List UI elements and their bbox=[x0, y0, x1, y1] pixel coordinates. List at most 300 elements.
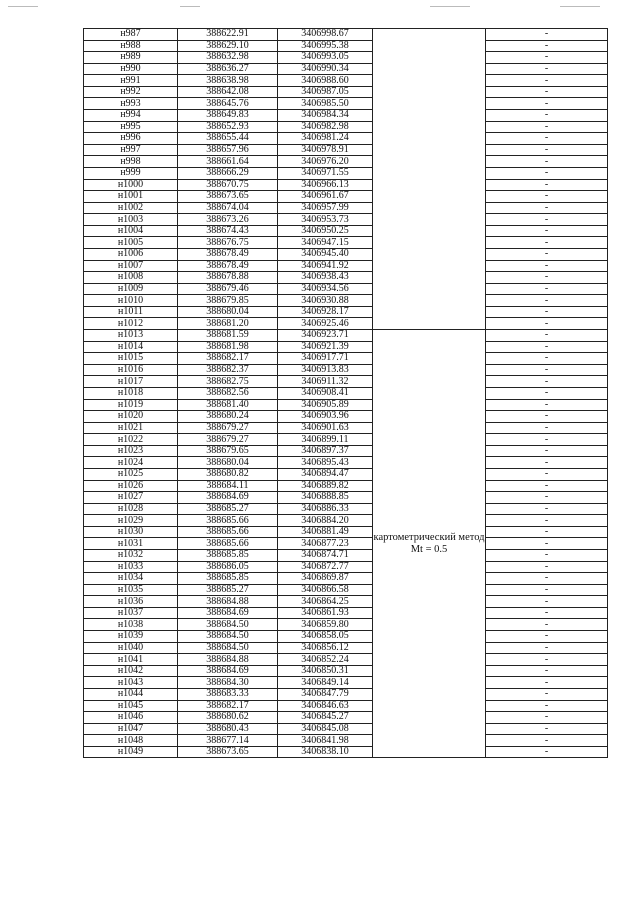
table-row bbox=[84, 225, 608, 237]
dash-cell: - bbox=[486, 86, 608, 98]
coord-x-cell: 388684.69 bbox=[178, 607, 278, 619]
table-row bbox=[84, 607, 608, 619]
point-name-cell: н1018 bbox=[84, 387, 178, 399]
point-name-cell: н1026 bbox=[84, 480, 178, 492]
table-row bbox=[84, 376, 608, 388]
coord-x-cell: 388673.65 bbox=[178, 746, 278, 758]
coord-x-cell: 388673.26 bbox=[178, 214, 278, 226]
point-name-cell: н1012 bbox=[84, 318, 178, 330]
table-row bbox=[84, 167, 608, 179]
coord-y-cell: 3406930.88 bbox=[278, 295, 373, 307]
table-row bbox=[84, 110, 608, 122]
coord-y-cell: 3406858.05 bbox=[278, 631, 373, 643]
coord-x-cell: 388680.82 bbox=[178, 468, 278, 480]
coord-x-cell: 388622.91 bbox=[178, 29, 278, 41]
coord-y-cell: 3406941.92 bbox=[278, 260, 373, 272]
coord-y-cell: 3406938.43 bbox=[278, 272, 373, 284]
point-name-cell: н1031 bbox=[84, 538, 178, 550]
table-row bbox=[84, 191, 608, 203]
table-row bbox=[84, 515, 608, 527]
coord-y-cell: 3406947.15 bbox=[278, 237, 373, 249]
point-name-cell: н1008 bbox=[84, 272, 178, 284]
point-name-cell: н1045 bbox=[84, 700, 178, 712]
coord-x-cell: 388682.75 bbox=[178, 376, 278, 388]
table-row bbox=[84, 272, 608, 284]
coord-x-cell: 388684.69 bbox=[178, 665, 278, 677]
coord-y-cell: 3406985.50 bbox=[278, 98, 373, 110]
coord-x-cell: 388636.27 bbox=[178, 63, 278, 75]
coord-x-cell: 388632.98 bbox=[178, 52, 278, 64]
dash-cell: - bbox=[486, 237, 608, 249]
dash-cell: - bbox=[486, 191, 608, 203]
table-row bbox=[84, 202, 608, 214]
coord-x-cell: 388678.49 bbox=[178, 260, 278, 272]
table-row bbox=[84, 665, 608, 677]
coord-x-cell: 388670.75 bbox=[178, 179, 278, 191]
coordinates-table bbox=[83, 28, 608, 758]
point-name-cell: н991 bbox=[84, 75, 178, 87]
table-row bbox=[84, 306, 608, 318]
coord-y-cell: 3406897.37 bbox=[278, 445, 373, 457]
table-row bbox=[84, 688, 608, 700]
point-name-cell: н1032 bbox=[84, 550, 178, 562]
coord-y-cell: 3406913.83 bbox=[278, 364, 373, 376]
coord-y-cell: 3406966.13 bbox=[278, 179, 373, 191]
coord-y-cell: 3406957.99 bbox=[278, 202, 373, 214]
dash-cell: - bbox=[486, 596, 608, 608]
table-row bbox=[84, 503, 608, 515]
coord-y-cell: 3406846.63 bbox=[278, 700, 373, 712]
dash-cell: - bbox=[486, 341, 608, 353]
dash-cell: - bbox=[486, 607, 608, 619]
coord-y-cell: 3406971.55 bbox=[278, 167, 373, 179]
point-name-cell: н1021 bbox=[84, 422, 178, 434]
table-row bbox=[84, 480, 608, 492]
coord-y-cell: 3406864.25 bbox=[278, 596, 373, 608]
coord-x-cell: 388682.37 bbox=[178, 364, 278, 376]
dash-cell: - bbox=[486, 144, 608, 156]
table-row bbox=[84, 619, 608, 631]
coord-x-cell: 388685.85 bbox=[178, 550, 278, 562]
coord-x-cell: 388680.04 bbox=[178, 306, 278, 318]
coord-x-cell: 388680.43 bbox=[178, 723, 278, 735]
coord-x-cell: 388686.05 bbox=[178, 561, 278, 573]
table-row bbox=[84, 40, 608, 52]
coord-x-cell: 388680.24 bbox=[178, 411, 278, 423]
dash-cell: - bbox=[486, 121, 608, 133]
coord-y-cell: 3406845.27 bbox=[278, 712, 373, 724]
point-name-cell: н988 bbox=[84, 40, 178, 52]
coord-y-cell: 3406884.20 bbox=[278, 515, 373, 527]
point-name-cell: н1011 bbox=[84, 306, 178, 318]
point-name-cell: н1010 bbox=[84, 295, 178, 307]
point-name-cell: н1041 bbox=[84, 654, 178, 666]
table-row bbox=[84, 179, 608, 191]
coord-x-cell: 388681.40 bbox=[178, 399, 278, 411]
dash-cell: - bbox=[486, 306, 608, 318]
point-name-cell: н998 bbox=[84, 156, 178, 168]
coord-x-cell: 388674.43 bbox=[178, 225, 278, 237]
point-name-cell: н1004 bbox=[84, 225, 178, 237]
point-name-cell: н1019 bbox=[84, 399, 178, 411]
method-cell-upper bbox=[373, 29, 486, 330]
point-name-cell: н1033 bbox=[84, 561, 178, 573]
coord-y-cell: 3406921.39 bbox=[278, 341, 373, 353]
point-name-cell: н1020 bbox=[84, 411, 178, 423]
coordinates-table-body bbox=[84, 29, 608, 758]
point-name-cell: н1014 bbox=[84, 341, 178, 353]
point-name-cell: н1042 bbox=[84, 665, 178, 677]
dash-cell: - bbox=[486, 272, 608, 284]
coord-y-cell: 3406889.82 bbox=[278, 480, 373, 492]
coord-x-cell: 388685.85 bbox=[178, 573, 278, 585]
coord-y-cell: 3406925.46 bbox=[278, 318, 373, 330]
dash-cell: - bbox=[486, 110, 608, 122]
coord-y-cell: 3406934.56 bbox=[278, 283, 373, 295]
dash-cell: - bbox=[486, 468, 608, 480]
coord-x-cell: 388676.75 bbox=[178, 237, 278, 249]
dash-cell: - bbox=[486, 387, 608, 399]
coord-y-cell: 3406866.58 bbox=[278, 584, 373, 596]
coord-y-cell: 3406911.32 bbox=[278, 376, 373, 388]
point-name-cell: н1037 bbox=[84, 607, 178, 619]
table-row bbox=[84, 642, 608, 654]
table-row bbox=[84, 121, 608, 133]
point-name-cell: н1036 bbox=[84, 596, 178, 608]
point-name-cell: н1015 bbox=[84, 353, 178, 365]
point-name-cell: н993 bbox=[84, 98, 178, 110]
point-name-cell: н1035 bbox=[84, 584, 178, 596]
coord-y-cell: 3406928.17 bbox=[278, 306, 373, 318]
table-row bbox=[84, 526, 608, 538]
point-name-cell: н994 bbox=[84, 110, 178, 122]
coord-x-cell: 388681.98 bbox=[178, 341, 278, 353]
dash-cell: - bbox=[486, 52, 608, 64]
coord-x-cell: 388629.10 bbox=[178, 40, 278, 52]
dash-cell: - bbox=[486, 631, 608, 643]
coord-x-cell: 388682.17 bbox=[178, 700, 278, 712]
coord-x-cell: 388649.83 bbox=[178, 110, 278, 122]
coord-y-cell: 3406923.71 bbox=[278, 330, 373, 342]
dash-cell: - bbox=[486, 642, 608, 654]
coord-x-cell: 388684.50 bbox=[178, 619, 278, 631]
coord-y-cell: 3406901.63 bbox=[278, 422, 373, 434]
dash-cell: - bbox=[486, 584, 608, 596]
point-name-cell: н1028 bbox=[84, 503, 178, 515]
coord-y-cell: 3406847.79 bbox=[278, 688, 373, 700]
scan-artifact bbox=[430, 6, 470, 7]
dash-cell: - bbox=[486, 445, 608, 457]
coord-x-cell: 388642.08 bbox=[178, 86, 278, 98]
coord-x-cell: 388677.14 bbox=[178, 735, 278, 747]
point-name-cell: н1022 bbox=[84, 434, 178, 446]
coord-x-cell: 388657.96 bbox=[178, 144, 278, 156]
coord-y-cell: 3406845.08 bbox=[278, 723, 373, 735]
coord-y-cell: 3406886.33 bbox=[278, 503, 373, 515]
coord-y-cell: 3406877.23 bbox=[278, 538, 373, 550]
point-name-cell: н1034 bbox=[84, 573, 178, 585]
coord-y-cell: 3406838.10 bbox=[278, 746, 373, 758]
scan-artifact bbox=[180, 6, 200, 7]
dash-cell: - bbox=[486, 98, 608, 110]
coord-x-cell: 388638.98 bbox=[178, 75, 278, 87]
table-row bbox=[84, 341, 608, 353]
table-row bbox=[84, 434, 608, 446]
point-name-cell: н1002 bbox=[84, 202, 178, 214]
dash-cell: - bbox=[486, 225, 608, 237]
table-row bbox=[84, 86, 608, 98]
point-name-cell: н990 bbox=[84, 63, 178, 75]
table-row bbox=[84, 573, 608, 585]
coord-y-cell: 3406861.93 bbox=[278, 607, 373, 619]
table-row bbox=[84, 156, 608, 168]
coord-x-cell: 388685.27 bbox=[178, 503, 278, 515]
table-row bbox=[84, 353, 608, 365]
point-name-cell: н996 bbox=[84, 133, 178, 145]
dash-cell: - bbox=[486, 573, 608, 585]
table-row bbox=[84, 133, 608, 145]
point-name-cell: н1017 bbox=[84, 376, 178, 388]
coord-x-cell: 388682.56 bbox=[178, 387, 278, 399]
method-text: картометрический метод Mt = 0.5 bbox=[373, 531, 485, 555]
coord-x-cell: 388678.88 bbox=[178, 272, 278, 284]
coord-x-cell: 388681.59 bbox=[178, 330, 278, 342]
table-row bbox=[84, 63, 608, 75]
table-row bbox=[84, 654, 608, 666]
dash-cell: - bbox=[486, 665, 608, 677]
coord-y-cell: 3406982.98 bbox=[278, 121, 373, 133]
table-row bbox=[84, 631, 608, 643]
coord-y-cell: 3406950.25 bbox=[278, 225, 373, 237]
coord-y-cell: 3406895.43 bbox=[278, 457, 373, 469]
coord-x-cell: 388674.04 bbox=[178, 202, 278, 214]
table-row bbox=[84, 596, 608, 608]
table-row bbox=[84, 144, 608, 156]
point-name-cell: н1029 bbox=[84, 515, 178, 527]
dash-cell: - bbox=[486, 735, 608, 747]
coord-y-cell: 3406984.34 bbox=[278, 110, 373, 122]
dash-cell: - bbox=[486, 40, 608, 52]
table-row bbox=[84, 735, 608, 747]
coord-y-cell: 3406917.71 bbox=[278, 353, 373, 365]
coord-y-cell: 3406894.47 bbox=[278, 468, 373, 480]
coord-x-cell: 388680.62 bbox=[178, 712, 278, 724]
coord-x-cell: 388681.20 bbox=[178, 318, 278, 330]
coord-x-cell: 388685.66 bbox=[178, 515, 278, 527]
dash-cell: - bbox=[486, 63, 608, 75]
table-row bbox=[84, 214, 608, 226]
dash-cell: - bbox=[486, 353, 608, 365]
coord-y-cell: 3406981.24 bbox=[278, 133, 373, 145]
dash-cell: - bbox=[486, 202, 608, 214]
coord-x-cell: 388683.33 bbox=[178, 688, 278, 700]
point-name-cell: н1040 bbox=[84, 642, 178, 654]
table-row bbox=[84, 700, 608, 712]
table-row bbox=[84, 318, 608, 330]
coord-y-cell: 3406852.24 bbox=[278, 654, 373, 666]
coord-y-cell: 3406874.71 bbox=[278, 550, 373, 562]
coord-y-cell: 3406903.96 bbox=[278, 411, 373, 423]
coord-x-cell: 388685.66 bbox=[178, 538, 278, 550]
dash-cell: - bbox=[486, 712, 608, 724]
dash-cell: - bbox=[486, 29, 608, 41]
coord-y-cell: 3406953.73 bbox=[278, 214, 373, 226]
table-row bbox=[84, 330, 608, 342]
point-name-cell: н1039 bbox=[84, 631, 178, 643]
point-name-cell: н1007 bbox=[84, 260, 178, 272]
coord-x-cell: 388685.66 bbox=[178, 526, 278, 538]
coord-x-cell: 388652.93 bbox=[178, 121, 278, 133]
coord-y-cell: 3406869.87 bbox=[278, 573, 373, 585]
coord-x-cell: 388684.30 bbox=[178, 677, 278, 689]
table-row bbox=[84, 75, 608, 87]
point-name-cell: н1046 bbox=[84, 712, 178, 724]
coord-y-cell: 3406859.80 bbox=[278, 619, 373, 631]
dash-cell: - bbox=[486, 688, 608, 700]
table-row bbox=[84, 29, 608, 41]
point-name-cell: н1023 bbox=[84, 445, 178, 457]
coord-y-cell: 3406976.20 bbox=[278, 156, 373, 168]
dash-cell: - bbox=[486, 214, 608, 226]
dash-cell: - bbox=[486, 561, 608, 573]
point-name-cell: н1025 bbox=[84, 468, 178, 480]
table-row bbox=[84, 712, 608, 724]
point-name-cell: н1038 bbox=[84, 619, 178, 631]
coord-y-cell: 3406888.85 bbox=[278, 492, 373, 504]
dash-cell: - bbox=[486, 376, 608, 388]
coord-y-cell: 3406905.89 bbox=[278, 399, 373, 411]
dash-cell: - bbox=[486, 538, 608, 550]
coord-x-cell: 388679.27 bbox=[178, 422, 278, 434]
coord-y-cell: 3406908.41 bbox=[278, 387, 373, 399]
dash-cell: - bbox=[486, 411, 608, 423]
point-name-cell: н1047 bbox=[84, 723, 178, 735]
table-row bbox=[84, 457, 608, 469]
point-name-cell: н992 bbox=[84, 86, 178, 98]
dash-cell: - bbox=[486, 260, 608, 272]
point-name-cell: н1027 bbox=[84, 492, 178, 504]
dash-cell: - bbox=[486, 503, 608, 515]
dash-cell: - bbox=[486, 526, 608, 538]
scan-artifact bbox=[8, 6, 38, 7]
dash-cell: - bbox=[486, 318, 608, 330]
point-name-cell: н1009 bbox=[84, 283, 178, 295]
point-name-cell: н1001 bbox=[84, 191, 178, 203]
table-row bbox=[84, 248, 608, 260]
dash-cell: - bbox=[486, 746, 608, 758]
coord-y-cell: 3406945.40 bbox=[278, 248, 373, 260]
coord-y-cell: 3406990.34 bbox=[278, 63, 373, 75]
dash-cell: - bbox=[486, 283, 608, 295]
table-row bbox=[84, 283, 608, 295]
coord-x-cell: 388655.44 bbox=[178, 133, 278, 145]
table-row bbox=[84, 260, 608, 272]
coord-y-cell: 3406849.14 bbox=[278, 677, 373, 689]
dash-cell: - bbox=[486, 677, 608, 689]
table-row bbox=[84, 387, 608, 399]
coord-x-cell: 388673.65 bbox=[178, 191, 278, 203]
coord-x-cell: 388684.50 bbox=[178, 642, 278, 654]
dash-cell: - bbox=[486, 480, 608, 492]
dash-cell: - bbox=[486, 492, 608, 504]
point-name-cell: н1024 bbox=[84, 457, 178, 469]
table-row bbox=[84, 538, 608, 550]
dash-cell: - bbox=[486, 248, 608, 260]
coord-x-cell: 388684.69 bbox=[178, 492, 278, 504]
table-row bbox=[84, 422, 608, 434]
coord-x-cell: 388678.49 bbox=[178, 248, 278, 260]
point-name-cell: н1044 bbox=[84, 688, 178, 700]
dash-cell: - bbox=[486, 422, 608, 434]
dash-cell: - bbox=[486, 550, 608, 562]
point-name-cell: н999 bbox=[84, 167, 178, 179]
dash-cell: - bbox=[486, 434, 608, 446]
coord-x-cell: 388684.88 bbox=[178, 596, 278, 608]
point-name-cell: н1049 bbox=[84, 746, 178, 758]
table-row bbox=[84, 237, 608, 249]
coord-y-cell: 3406881.49 bbox=[278, 526, 373, 538]
point-name-cell: н1016 bbox=[84, 364, 178, 376]
point-name-cell: н1006 bbox=[84, 248, 178, 260]
dash-cell: - bbox=[486, 179, 608, 191]
coord-x-cell: 388666.29 bbox=[178, 167, 278, 179]
coord-x-cell: 388680.04 bbox=[178, 457, 278, 469]
table-row bbox=[84, 492, 608, 504]
point-name-cell: н1013 bbox=[84, 330, 178, 342]
dash-cell: - bbox=[486, 619, 608, 631]
dash-cell: - bbox=[486, 515, 608, 527]
coord-y-cell: 3406987.05 bbox=[278, 86, 373, 98]
dash-cell: - bbox=[486, 723, 608, 735]
coord-y-cell: 3406993.05 bbox=[278, 52, 373, 64]
table-row bbox=[84, 550, 608, 562]
table-row bbox=[84, 468, 608, 480]
point-name-cell: н997 bbox=[84, 144, 178, 156]
method-cell bbox=[373, 330, 486, 758]
coord-x-cell: 388679.27 bbox=[178, 434, 278, 446]
dash-cell: - bbox=[486, 330, 608, 342]
dash-cell: - bbox=[486, 156, 608, 168]
coord-y-cell: 3406998.67 bbox=[278, 29, 373, 41]
dash-cell: - bbox=[486, 457, 608, 469]
table-row bbox=[84, 561, 608, 573]
point-name-cell: н989 bbox=[84, 52, 178, 64]
coord-y-cell: 3406899.11 bbox=[278, 434, 373, 446]
coord-x-cell: 388661.64 bbox=[178, 156, 278, 168]
dash-cell: - bbox=[486, 364, 608, 376]
table-row bbox=[84, 584, 608, 596]
point-name-cell: н1005 bbox=[84, 237, 178, 249]
coord-y-cell: 3406841.98 bbox=[278, 735, 373, 747]
coord-x-cell: 388685.27 bbox=[178, 584, 278, 596]
table-row bbox=[84, 411, 608, 423]
point-name-cell: н995 bbox=[84, 121, 178, 133]
point-name-cell: н1043 bbox=[84, 677, 178, 689]
coord-y-cell: 3406978.91 bbox=[278, 144, 373, 156]
coord-y-cell: 3406995.38 bbox=[278, 40, 373, 52]
table-row bbox=[84, 723, 608, 735]
dash-cell: - bbox=[486, 133, 608, 145]
point-name-cell: н987 bbox=[84, 29, 178, 41]
coord-x-cell: 388684.11 bbox=[178, 480, 278, 492]
table-row bbox=[84, 445, 608, 457]
point-name-cell: н1000 bbox=[84, 179, 178, 191]
table-row bbox=[84, 295, 608, 307]
coord-y-cell: 3406850.31 bbox=[278, 665, 373, 677]
dash-cell: - bbox=[486, 654, 608, 666]
dash-cell: - bbox=[486, 399, 608, 411]
coord-x-cell: 388679.65 bbox=[178, 445, 278, 457]
